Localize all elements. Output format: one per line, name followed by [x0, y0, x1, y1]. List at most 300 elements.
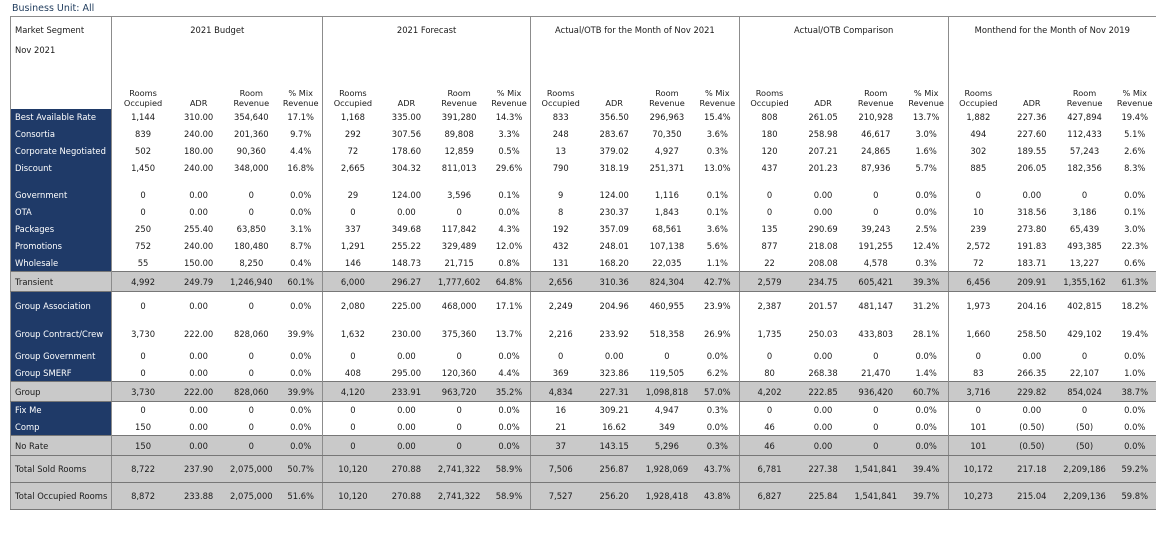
table-cell: 2,209,186	[1056, 456, 1114, 483]
table-cell: 3,596	[447, 190, 472, 200]
table-cell: 2.5%	[915, 224, 937, 234]
table-cell: 240.00	[183, 129, 214, 139]
table-cell: 0.0%	[905, 436, 948, 456]
table-cell: 0.00	[813, 421, 833, 432]
table-cell: 0.3%	[915, 257, 937, 268]
table-cell: 329,489	[441, 241, 477, 251]
table-cell: 15.4%	[704, 112, 731, 122]
table-cell: (50)	[1075, 421, 1094, 432]
table-cell: 854,024	[1056, 382, 1114, 402]
table-cell: 432	[530, 238, 590, 255]
table-row	[11, 204, 1157, 221]
table-cell: 22.3%	[1121, 241, 1149, 251]
table-row	[11, 221, 1157, 238]
table-cell: 39.9%	[287, 328, 315, 339]
table-cell: 0.0%	[1124, 421, 1146, 432]
subtotal-row	[11, 436, 1157, 456]
table-cell: 0	[873, 405, 879, 416]
table-cell: 191.83	[1017, 241, 1047, 251]
table-cell: 10	[948, 204, 1008, 221]
table-cell: 225.84	[799, 483, 847, 510]
table-cell: 0.0%	[1124, 190, 1146, 200]
table-cell: 131	[530, 255, 590, 272]
table-cell: 2,579	[739, 272, 799, 292]
row-label: Wholesale	[11, 255, 112, 272]
table-cell: 65,439	[1069, 224, 1100, 234]
table-row	[11, 143, 1157, 160]
table-cell: 1,632	[323, 320, 383, 348]
table-cell: 335.00	[391, 112, 422, 122]
table-cell: 357.09	[599, 224, 629, 234]
table-cell: 0.0%	[498, 207, 520, 217]
table-cell: 5.1%	[1124, 129, 1146, 139]
table-row	[11, 160, 1157, 177]
table-cell: 249.79	[174, 272, 224, 292]
table-cell: 2,387	[739, 292, 799, 320]
table-cell: 266.35	[1017, 367, 1047, 378]
table-cell: 0	[112, 187, 174, 204]
table-cell: 240.00	[183, 163, 214, 173]
table-cell: 460,955	[649, 300, 685, 311]
table-cell: 6,456	[948, 272, 1008, 292]
row-label: Group	[11, 382, 112, 402]
table-cell: 304.32	[391, 163, 422, 173]
row-label: Government	[11, 187, 112, 204]
table-cell: 19.4%	[1121, 328, 1149, 339]
table-cell: 250.03	[808, 328, 838, 339]
table-cell: 5.6%	[706, 241, 728, 251]
table-cell: 493,385	[1067, 241, 1102, 251]
table-cell: 1,246,940	[223, 272, 279, 292]
table-cell: 12,859	[444, 146, 474, 156]
table-cell: 0	[948, 187, 1008, 204]
table-cell: 0.0%	[915, 351, 937, 361]
table-cell: 143.15	[590, 436, 638, 456]
column-header: Room Revenue	[223, 73, 279, 109]
table-cell: 57,243	[1069, 146, 1100, 156]
table-cell: 0	[112, 365, 174, 382]
row-label: Corporate Negotiated	[11, 143, 112, 160]
table-cell: 0	[739, 204, 799, 221]
table-cell: 70,350	[652, 129, 682, 139]
table-cell: 0.00	[1022, 405, 1042, 416]
table-cell: 8,250	[239, 257, 264, 268]
table-cell: 0.0%	[498, 405, 520, 416]
table-cell: 2.6%	[1124, 146, 1146, 156]
table-cell	[112, 177, 174, 187]
table-cell: 0	[112, 204, 174, 221]
table-cell: 811,013	[441, 163, 477, 173]
table-cell: 201,360	[234, 129, 269, 139]
table-cell: 0	[739, 348, 799, 365]
table-cell: 752	[112, 238, 174, 255]
table-cell: 0	[873, 207, 879, 217]
table-cell: 251,371	[649, 163, 685, 173]
table-cell: 204.16	[1017, 300, 1047, 311]
table-cell: 402,815	[1067, 300, 1102, 311]
subtotal-row	[11, 272, 1157, 292]
table-cell: 204.96	[599, 300, 629, 311]
table-cell: 0	[873, 421, 879, 432]
table-cell: 13.0%	[704, 163, 731, 173]
table-cell: 1,928,418	[638, 483, 696, 510]
table-cell: 148.73	[391, 257, 422, 268]
table-cell: 38.7%	[1113, 382, 1156, 402]
table-cell: 3,186	[1072, 207, 1097, 217]
table-cell: 29.6%	[495, 163, 523, 173]
table-cell: 120,360	[441, 367, 477, 378]
table-cell: 337	[323, 221, 383, 238]
table-cell: 3.0%	[1124, 224, 1146, 234]
table-cell: 307.56	[391, 129, 422, 139]
table-cell: 0	[739, 187, 799, 204]
table-cell: 0	[456, 405, 462, 416]
table-cell: 2,075,000	[223, 483, 279, 510]
table-cell: 256.87	[590, 456, 638, 483]
table-row	[11, 365, 1157, 382]
table-cell: 222.00	[183, 328, 214, 339]
table-cell: 3.6%	[706, 224, 728, 234]
table-cell: 227.36	[1017, 112, 1047, 122]
table-cell: 13	[530, 143, 590, 160]
table-cell: 3.3%	[498, 129, 520, 139]
table-cell: 210,928	[858, 112, 894, 122]
table-cell: 191,255	[858, 241, 894, 251]
table-cell: 808	[739, 109, 799, 126]
table-row	[11, 320, 1157, 348]
table-cell	[323, 177, 383, 187]
table-cell: 0.0%	[290, 207, 312, 217]
table-cell: 230.37	[599, 207, 629, 217]
table-cell: 250	[112, 221, 174, 238]
table-cell: 39.7%	[905, 483, 948, 510]
table-cell: 19.4%	[1121, 112, 1149, 122]
table-cell: 839	[112, 126, 174, 143]
table-cell: 101	[948, 436, 1008, 456]
table-cell: 150.00	[183, 257, 214, 268]
table-row	[11, 255, 1157, 272]
table-cell: 6,781	[739, 456, 799, 483]
table-cell: 295.00	[391, 367, 422, 378]
table-cell: 39.3%	[905, 272, 948, 292]
table-cell: 0	[248, 190, 254, 200]
table-cell: 0	[664, 351, 670, 361]
table-cell: 10,120	[323, 456, 383, 483]
table-cell: 0	[223, 436, 279, 456]
table-cell: 261.05	[808, 112, 838, 122]
table-cell: 1,355,162	[1056, 272, 1114, 292]
column-header: Rooms Occupied	[739, 73, 799, 109]
table-cell: 3,716	[948, 382, 1008, 402]
table-cell: 1,660	[948, 320, 1008, 348]
table-cell: 605,421	[847, 272, 905, 292]
table-cell: 55	[112, 255, 174, 272]
table-cell: 0.00	[604, 351, 624, 361]
table-cell: 4,947	[654, 405, 679, 416]
table-cell: 273.80	[1017, 224, 1047, 234]
row-label: Group Contract/Crew	[11, 320, 112, 348]
table-cell: 12.4%	[912, 241, 940, 251]
table-cell: 43.7%	[696, 456, 739, 483]
column-header: % Mix Revenue	[279, 73, 322, 109]
table-cell: 349	[658, 421, 675, 432]
table-cell	[905, 177, 948, 187]
table-cell: 8.3%	[1124, 163, 1146, 173]
table-cell: 790	[530, 160, 590, 177]
table-cell: 124.00	[599, 190, 629, 200]
table-cell: 12.0%	[495, 241, 523, 251]
table-cell: 29	[323, 187, 383, 204]
table-cell: 3.1%	[290, 224, 312, 234]
table-cell: 183.71	[1017, 257, 1047, 268]
table-cell: 833	[530, 109, 590, 126]
table-cell: 0.00	[799, 436, 847, 456]
table-cell: 59.8%	[1113, 483, 1156, 510]
table-cell: 1.6%	[915, 146, 937, 156]
column-header: Rooms Occupied	[948, 73, 1008, 109]
table-cell	[948, 177, 1008, 187]
table-cell	[638, 177, 696, 187]
table-cell	[530, 177, 590, 187]
row-label: Packages	[11, 221, 112, 238]
table-cell: 218.08	[808, 241, 838, 251]
table-cell: 135	[739, 221, 799, 238]
table-cell: 80	[739, 365, 799, 382]
table-cell: 356.50	[599, 112, 629, 122]
table-cell	[847, 177, 905, 187]
table-cell: 51.6%	[279, 483, 322, 510]
column-header: Room Revenue	[638, 73, 696, 109]
total-row	[11, 456, 1157, 483]
table-cell: 180,480	[234, 241, 269, 251]
column-header: % Mix Revenue	[905, 73, 948, 109]
subtotal-row	[11, 382, 1157, 402]
table-cell: 22,107	[1069, 367, 1100, 378]
table-cell: 502	[112, 143, 174, 160]
column-header: % Mix Revenue	[696, 73, 739, 109]
table-cell: 4,834	[530, 382, 590, 402]
table-cell	[799, 177, 847, 187]
table-cell: 0	[323, 436, 383, 456]
table-cell: 283.67	[599, 129, 629, 139]
column-header: Room Revenue	[1056, 73, 1114, 109]
table-row	[11, 419, 1157, 436]
table-cell: 10,120	[323, 483, 383, 510]
table-cell: 13.7%	[912, 112, 940, 122]
table-cell: 0.00	[189, 405, 208, 416]
table-cell: 68,561	[652, 224, 682, 234]
table-cell: 209.91	[1008, 272, 1056, 292]
table-cell: 182,356	[1067, 163, 1102, 173]
table-cell: 0.0%	[1124, 405, 1146, 416]
table-cell: 0.0%	[290, 421, 312, 432]
table-cell: 0	[248, 207, 254, 217]
table-cell: 255.22	[391, 241, 422, 251]
table-cell	[174, 177, 224, 187]
table-cell: 0.8%	[498, 257, 520, 268]
table-cell: 0.00	[813, 405, 833, 416]
column-header: Room Revenue	[847, 73, 905, 109]
table-cell: 3.0%	[915, 129, 937, 139]
table-cell: 2,080	[323, 292, 383, 320]
table-cell: 21,715	[444, 257, 474, 268]
table-cell: 302	[948, 143, 1008, 160]
table-cell: 310.00	[183, 112, 214, 122]
table-cell: 50.7%	[279, 456, 322, 483]
table-cell: 0.0%	[498, 351, 520, 361]
table-cell: 369	[530, 365, 590, 382]
table-cell: 296.27	[383, 272, 431, 292]
table-cell: 2,741,322	[430, 483, 488, 510]
table-cell: 222.85	[799, 382, 847, 402]
table-cell: 0	[847, 436, 905, 456]
table-cell: 0	[873, 351, 879, 361]
table-cell: 310.36	[590, 272, 638, 292]
table-cell	[488, 177, 530, 187]
table-cell: 2,249	[530, 292, 590, 320]
table-cell: 437	[739, 160, 799, 177]
table-cell: 1,168	[323, 109, 383, 126]
table-cell: 237.90	[174, 456, 224, 483]
table-cell: 150	[112, 436, 174, 456]
table-cell: 120	[739, 143, 799, 160]
table-cell: 0.0%	[290, 367, 312, 378]
table-cell: 1,541,841	[847, 483, 905, 510]
table-cell: 6.2%	[706, 367, 728, 378]
table-cell: 43.8%	[696, 483, 739, 510]
table-cell: 227.31	[590, 382, 638, 402]
table-cell: 0	[948, 348, 1008, 365]
table-cell: 0	[456, 421, 462, 432]
table-cell: 0.00	[189, 300, 208, 311]
table-cell: 2,656	[530, 272, 590, 292]
table-cell: 58.9%	[488, 456, 530, 483]
table-cell: 828,060	[223, 382, 279, 402]
table-cell: 248	[530, 126, 590, 143]
table-cell: 6,000	[323, 272, 383, 292]
table-cell: 4,578	[863, 257, 888, 268]
table-cell: 0	[739, 402, 799, 419]
column-header: % Mix Revenue	[488, 73, 530, 109]
table-cell: 0.00	[189, 207, 208, 217]
table-cell: 0.00	[813, 351, 833, 361]
table-row	[11, 109, 1157, 126]
table-cell	[739, 177, 799, 187]
table-cell: 124.00	[391, 190, 422, 200]
row-label: Discount	[11, 160, 112, 177]
row-label: No Rate	[11, 436, 112, 456]
table-cell: 255.40	[183, 224, 214, 234]
table-cell: 268.38	[808, 367, 838, 378]
table-cell: 1,843	[654, 207, 679, 217]
table-cell: 309.21	[599, 405, 629, 416]
table-cell: 46,617	[861, 129, 891, 139]
table-cell: 2,665	[323, 160, 383, 177]
table-cell: 0	[112, 402, 174, 419]
table-cell: 0.1%	[706, 190, 728, 200]
table-cell: 1.0%	[1124, 367, 1146, 378]
table-cell: 64.8%	[488, 272, 530, 292]
table-cell: 1.4%	[915, 367, 937, 378]
table-cell: 1,144	[112, 109, 174, 126]
table-cell: 4,992	[112, 272, 174, 292]
table-cell	[430, 177, 488, 187]
table-cell: 240.00	[183, 241, 214, 251]
table-cell: 0	[323, 348, 383, 365]
column-header: ADR	[590, 73, 638, 109]
table-cell: 0.0%	[498, 421, 520, 432]
table-cell: 0	[248, 405, 254, 416]
table-cell: 225.00	[391, 300, 422, 311]
column-header: Rooms Occupied	[323, 73, 383, 109]
table-cell: 0.0%	[706, 351, 728, 361]
table-cell: 16.62	[602, 421, 627, 432]
table-cell: 207.21	[808, 146, 838, 156]
table-cell: 0	[948, 402, 1008, 419]
table-cell: 7,506	[530, 456, 590, 483]
table-row	[11, 187, 1157, 204]
table-cell: 16.8%	[287, 163, 315, 173]
table-cell: 192	[530, 221, 590, 238]
row-label: Total Sold Rooms	[11, 456, 112, 483]
table-cell: 1,928,069	[638, 456, 696, 483]
table-cell: 258.50	[1017, 328, 1047, 339]
market-segment-header: Market Segment	[11, 17, 112, 45]
table-cell: 256.20	[590, 483, 638, 510]
table-cell: 0.0%	[915, 207, 937, 217]
market-segment-report-table	[10, 16, 1156, 510]
table-cell: 0.6%	[1124, 257, 1146, 268]
table-cell: 119,505	[649, 367, 685, 378]
row-label: Group Association	[11, 292, 112, 320]
table-cell: 6,827	[739, 483, 799, 510]
table-row	[11, 292, 1157, 320]
group-header: 2021 Budget	[112, 17, 323, 73]
table-cell: 0.00	[813, 190, 833, 200]
table-cell: 59.2%	[1113, 456, 1156, 483]
table-cell: 22	[739, 255, 799, 272]
table-cell: 208.08	[808, 257, 838, 268]
table-cell: 0	[456, 351, 462, 361]
table-cell: 0	[1081, 190, 1088, 200]
table-cell: 0.0%	[290, 351, 312, 361]
table-cell: 0.0%	[915, 190, 937, 200]
table-cell: 0.3%	[706, 146, 728, 156]
table-cell: 1,450	[112, 160, 174, 177]
row-label: Consortia	[11, 126, 112, 143]
table-cell: 828,060	[234, 328, 269, 339]
table-cell: 408	[323, 365, 383, 382]
table-cell: 21	[530, 419, 590, 436]
table-cell: 318.56	[1017, 207, 1047, 217]
row-label: Promotions	[11, 238, 112, 255]
table-cell: 13.7%	[495, 328, 523, 339]
table-cell: 318.19	[599, 163, 629, 173]
table-cell: 201.23	[808, 163, 838, 173]
table-cell: 215.04	[1008, 483, 1056, 510]
table-cell: 0	[430, 436, 488, 456]
table-cell: 0.1%	[498, 190, 520, 200]
table-cell: 0.00	[189, 367, 208, 378]
table-cell: 0	[456, 207, 462, 217]
row-label: Group SMERF	[11, 365, 112, 382]
table-cell: 824,304	[638, 272, 696, 292]
table-cell: 1,541,841	[847, 456, 905, 483]
table-cell: 270.88	[383, 483, 431, 510]
table-cell: 0	[112, 348, 174, 365]
table-cell	[1113, 177, 1156, 187]
table-cell: 0.0%	[488, 436, 530, 456]
